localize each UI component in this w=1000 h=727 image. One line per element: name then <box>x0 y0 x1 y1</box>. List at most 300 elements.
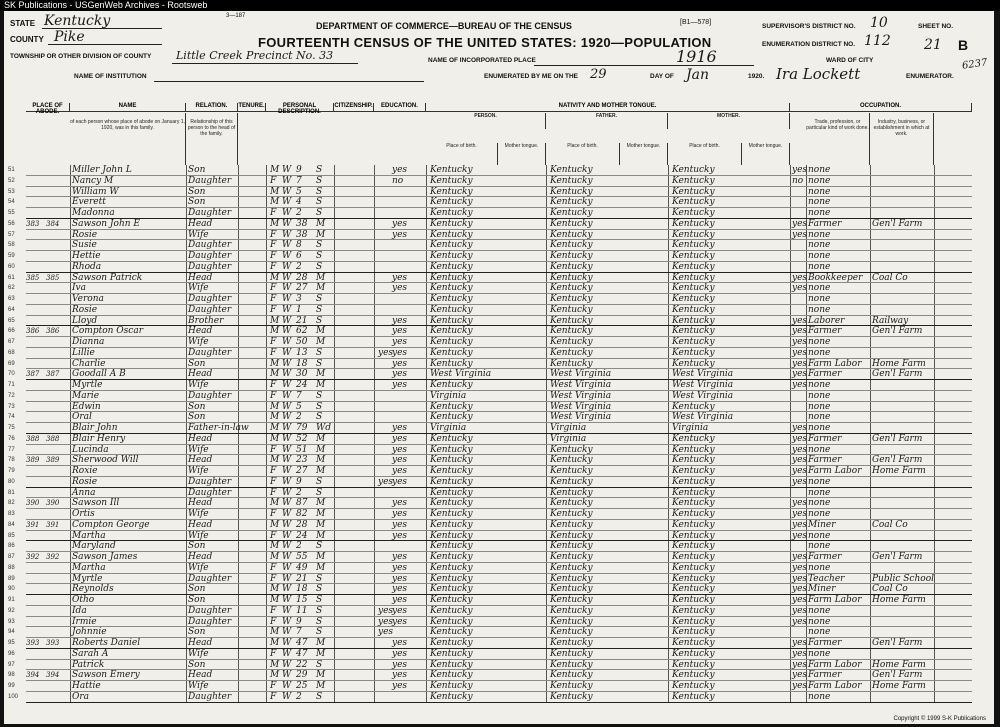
cell-name: Myrtle <box>72 380 103 390</box>
cell-race: W <box>282 304 292 315</box>
cell-rel: Son <box>188 165 206 175</box>
cell-sex: M <box>270 401 280 412</box>
cell-race: W <box>282 197 292 208</box>
cell-mb: Kentucky <box>672 627 715 638</box>
cell-eng <box>792 262 806 273</box>
cell-eng <box>792 391 806 402</box>
cell-eng: yes <box>792 648 808 659</box>
cell-race: W <box>282 240 292 251</box>
cell-read: yes <box>392 218 408 229</box>
mother-tongue-header: Mother tongue. <box>742 143 790 165</box>
department-title: DEPARTMENT OF COMMERCE—BUREAU OF THE CENSUS <box>316 21 572 31</box>
cell-race: W <box>282 251 292 261</box>
cell-rel: Son <box>188 584 206 595</box>
cell-dw: 391 <box>26 520 40 529</box>
cell-dw <box>26 262 46 273</box>
cell-race: W <box>282 584 292 595</box>
group-tenure: TENURE. <box>238 103 266 112</box>
cell-school <box>378 294 392 305</box>
cell-trade: none <box>808 487 831 498</box>
cell-trade: none <box>808 251 831 261</box>
cell-pb: Kentucky <box>430 337 473 347</box>
cell-mb: Kentucky <box>672 498 715 509</box>
line-number: 85 <box>8 532 15 539</box>
cell-fb: Kentucky <box>550 605 593 616</box>
cell-read <box>392 402 408 413</box>
person-tongue-header: Mother tongue. <box>498 143 546 165</box>
cell-sex: M <box>270 197 280 208</box>
cell-ms: M <box>316 369 326 380</box>
cell-ind: Gen'l Farm <box>872 326 923 337</box>
cell-ind: Home Farm <box>872 466 926 476</box>
table-row <box>8 315 972 327</box>
cell-dw <box>26 606 46 617</box>
table-row <box>8 648 972 660</box>
cell-fam: 389 <box>46 456 60 465</box>
cell-read: yes <box>392 380 408 390</box>
cell-sex: F <box>270 530 277 541</box>
cell-age: 38 <box>296 218 308 229</box>
cell-ind: Coal Co <box>872 519 908 530</box>
cell-sex: F <box>270 466 277 476</box>
cell-dw <box>26 445 46 456</box>
cell-mb: Kentucky <box>672 509 715 519</box>
cell-fb: Kentucky <box>550 530 593 541</box>
group-personal: PERSONAL DESCRIPTION. <box>266 103 334 112</box>
cell-ind <box>872 337 936 348</box>
cell-name: Roxie <box>72 466 98 476</box>
cell-school <box>378 681 392 692</box>
cell-read <box>392 262 408 273</box>
cell-mb: Virginia <box>672 423 709 433</box>
cell-name: Sawson Patrick <box>72 272 143 283</box>
table-row <box>8 380 972 391</box>
cell-dw <box>26 316 46 327</box>
cell-fb: Virginia <box>550 433 587 444</box>
cell-name: Everett <box>72 197 106 208</box>
cell-age: 8 <box>296 240 302 251</box>
cell-ms: M <box>316 648 326 659</box>
cell-ind: Gen'l Farm <box>872 369 923 380</box>
cell-age: 2 <box>296 691 302 702</box>
cell-age: 2 <box>296 261 302 272</box>
cell-race: W <box>282 315 292 326</box>
cell-read <box>392 488 408 499</box>
cell-name: Compton Oscar <box>72 326 143 337</box>
cell-ind: Gen'l Farm <box>872 218 923 229</box>
cell-name: Myrtle <box>72 573 103 584</box>
cell-mb: Kentucky <box>672 530 715 541</box>
cell-pb: Virginia <box>430 423 467 433</box>
form-number: 3—187 <box>226 13 246 19</box>
cell-fam <box>46 305 68 316</box>
cell-pb: Kentucky <box>430 347 473 358</box>
cell-fam <box>46 627 68 638</box>
enumerated-day: 29 <box>590 67 607 82</box>
cell-eng: no <box>792 175 804 186</box>
cell-ind <box>872 412 936 423</box>
cell-name: Iva <box>72 283 87 294</box>
cell-pb: Kentucky <box>430 648 473 659</box>
cell-pb: Kentucky <box>430 530 473 541</box>
cell-ind <box>872 165 936 176</box>
cell-eng <box>792 541 806 552</box>
cell-read: yes <box>392 595 408 605</box>
person-birth-header: Place of birth. <box>426 143 498 165</box>
cell-ind <box>872 488 936 499</box>
line-number: 64 <box>8 306 15 313</box>
cell-fb: Kentucky <box>550 208 593 218</box>
cell-mb: Kentucky <box>672 197 715 208</box>
sheet-value: 21 <box>924 37 942 53</box>
cell-rel: Daughter <box>188 304 232 315</box>
cell-age: 27 <box>296 283 308 294</box>
cell-school <box>378 305 392 316</box>
cell-pb: Kentucky <box>430 562 473 573</box>
group-abode: PLACE OF ABODE. <box>26 103 70 112</box>
county-value: Pike <box>54 29 85 45</box>
line-number: 62 <box>8 285 15 292</box>
cell-fam: 394 <box>46 671 60 680</box>
cell-eng: yes <box>792 681 808 691</box>
cell-read: yes <box>392 476 408 487</box>
cell-fam <box>46 531 68 542</box>
cell-sex: M <box>270 519 280 530</box>
line-number: 90 <box>8 586 15 593</box>
cell-rel: Wife <box>188 283 209 294</box>
cell-school <box>378 520 392 531</box>
cell-fam <box>46 509 68 520</box>
cell-race: W <box>282 358 292 369</box>
table-row <box>8 251 972 262</box>
cell-pb: Kentucky <box>430 627 473 638</box>
table-row <box>8 530 972 542</box>
cell-pb: Kentucky <box>430 175 473 186</box>
cell-age: 7 <box>296 627 302 638</box>
cell-dw: 387 <box>26 370 40 379</box>
table-row <box>8 390 972 402</box>
line-number: 70 <box>8 371 15 378</box>
cell-fb: Kentucky <box>550 272 593 283</box>
cell-fb: Kentucky <box>550 509 593 519</box>
cell-ms: M <box>316 530 326 541</box>
cell-name: Sherwood Will <box>72 455 139 466</box>
cell-ind: Home Farm <box>872 595 926 605</box>
state-label: STATE <box>10 19 36 28</box>
cell-ind <box>872 187 936 198</box>
cell-read: yes <box>392 466 408 476</box>
cell-school <box>378 262 392 273</box>
cell-fb: Kentucky <box>550 638 593 648</box>
cell-dw <box>26 477 46 488</box>
cell-ms: S <box>316 487 323 498</box>
cell-ms: M <box>316 326 326 337</box>
cell-ind <box>872 262 936 273</box>
cell-ms: S <box>316 175 323 186</box>
table-row <box>8 261 972 273</box>
line-number: 82 <box>8 500 15 507</box>
cell-fam <box>46 606 68 617</box>
cell-eng: yes <box>792 347 808 358</box>
cell-trade: Farmer <box>808 218 842 229</box>
table-row <box>8 197 972 208</box>
cell-school <box>378 273 392 284</box>
cell-rel: Father-in-law <box>188 423 249 433</box>
cell-ind: Gen'l Farm <box>872 455 923 466</box>
cell-ms: S <box>316 186 323 197</box>
cell-dw <box>26 649 46 660</box>
table-row <box>8 476 972 488</box>
cell-name: Ida <box>72 605 87 616</box>
line-number: 56 <box>8 220 15 227</box>
cell-ms: M <box>316 552 326 562</box>
cell-sex: F <box>270 380 277 390</box>
cell-eng: yes <box>792 638 808 648</box>
table-row <box>8 595 972 606</box>
cell-school <box>378 402 392 413</box>
cell-age: 38 <box>296 229 308 240</box>
cell-mb: Kentucky <box>672 272 715 283</box>
cell-fb: Kentucky <box>550 573 593 584</box>
line-number: 94 <box>8 629 15 636</box>
cell-ind <box>872 423 936 434</box>
table-row <box>8 283 972 294</box>
cell-mb: Kentucky <box>672 165 715 175</box>
cell-ind <box>872 251 936 262</box>
cell-age: 13 <box>296 347 308 358</box>
cell-name: Ora <box>72 691 90 702</box>
cell-age: 51 <box>296 444 308 455</box>
table-row <box>8 304 972 316</box>
cell-fam <box>46 240 68 251</box>
line-number: 69 <box>8 360 15 367</box>
cell-name: Maryland <box>72 541 116 552</box>
cell-read: yes <box>392 358 408 369</box>
cell-school <box>378 230 392 241</box>
cell-age: 18 <box>296 358 308 369</box>
cell-name: Rosie <box>72 476 98 487</box>
cell-eng: yes <box>792 466 808 476</box>
cell-eng: yes <box>792 423 808 433</box>
cell-trade: Farmer <box>808 455 842 466</box>
cell-eng: yes <box>792 444 808 455</box>
cell-eng <box>792 692 806 703</box>
cell-rel: Head <box>188 498 213 509</box>
cell-rel: Daughter <box>188 390 232 401</box>
cell-trade: none <box>808 380 831 390</box>
cell-trade: none <box>808 509 831 519</box>
cell-sex: F <box>270 444 277 455</box>
cell-read <box>392 294 408 305</box>
cell-rel: Daughter <box>188 251 232 261</box>
cell-ms: M <box>316 519 326 530</box>
cell-race: W <box>282 659 292 670</box>
cell-dw <box>26 283 46 294</box>
table-row <box>8 627 972 638</box>
enumeration-label: ENUMERATION DISTRICT NO. <box>762 41 856 48</box>
cell-name: Sarah A <box>72 648 109 659</box>
cell-school <box>378 445 392 456</box>
line-number: 60 <box>8 263 15 270</box>
cell-read <box>392 251 408 262</box>
cell-fam: 384 <box>46 219 60 228</box>
cell-ind <box>872 305 936 316</box>
cell-school <box>378 423 392 434</box>
cell-rel: Daughter <box>188 294 232 304</box>
cell-read: yes <box>392 165 408 175</box>
cell-eng: yes <box>792 165 808 175</box>
cell-fb: West Virginia <box>550 390 612 401</box>
cell-name: William W <box>72 186 119 197</box>
table-row <box>8 616 972 628</box>
cell-school <box>378 391 392 402</box>
cell-ind <box>872 402 936 413</box>
line-number: 54 <box>8 199 15 206</box>
cell-fb: Kentucky <box>550 595 593 605</box>
name-column-header: of each person whose place of abode on January 1, 1920, was in this family. <box>70 113 186 165</box>
enumerator-label: ENUMERATOR. <box>906 73 954 80</box>
cell-read: yes <box>392 315 408 326</box>
cell-read: yes <box>392 283 408 294</box>
line-number: 55 <box>8 210 15 216</box>
line-number: 65 <box>8 317 15 324</box>
cell-race: W <box>282 165 292 175</box>
cell-dw <box>26 584 46 595</box>
cell-rel: Wife <box>188 509 209 519</box>
line-number: 92 <box>8 607 15 614</box>
cell-fam <box>46 574 68 585</box>
cell-read <box>392 240 408 251</box>
table-row <box>8 541 972 552</box>
cell-dw <box>26 627 46 638</box>
cell-school <box>378 466 392 477</box>
cell-fb: Kentucky <box>550 347 593 358</box>
cell-read: yes <box>392 498 408 509</box>
cell-ms: M <box>316 455 326 466</box>
cell-read: yes <box>392 326 408 337</box>
cell-age: 82 <box>296 509 308 519</box>
cell-sex: M <box>270 272 280 283</box>
cell-read: yes <box>392 638 408 648</box>
table-row <box>8 165 972 176</box>
cell-read: yes <box>392 681 408 691</box>
cell-school: yes <box>378 627 394 638</box>
cell-age: 2 <box>296 412 302 423</box>
cell-school <box>378 197 392 208</box>
cell-school <box>378 660 392 671</box>
cell-name: Lillie <box>72 347 95 358</box>
cell-fb: Kentucky <box>550 455 593 466</box>
cell-race: W <box>282 433 292 444</box>
enumerator-name: Ira Lockett <box>776 65 861 83</box>
cell-school <box>378 498 392 509</box>
table-row <box>8 358 972 370</box>
cell-dw: 394 <box>26 671 40 680</box>
cell-mb: Kentucky <box>672 487 715 498</box>
cell-pb: Kentucky <box>430 487 473 498</box>
cell-age: 27 <box>296 466 308 476</box>
cell-ms: S <box>316 691 323 702</box>
cell-dw <box>26 294 46 305</box>
line-number: 86 <box>8 543 15 550</box>
cell-mb: Kentucky <box>672 616 715 627</box>
line-number: 81 <box>8 489 15 496</box>
township-value: Little Creek Precinct No. 33 <box>176 49 334 62</box>
cell-ms: M <box>316 638 326 648</box>
cell-ms: S <box>316 412 323 423</box>
cell-ind: Home Farm <box>872 681 926 691</box>
cell-pb: Kentucky <box>430 229 473 240</box>
cell-eng: yes <box>792 315 808 326</box>
cell-rel: Daughter <box>188 347 232 358</box>
cell-read: yes <box>392 616 408 627</box>
cell-fb: Virginia <box>550 423 587 433</box>
sheet-side: B <box>958 37 969 53</box>
cell-age: 50 <box>296 337 308 347</box>
day-of-label: DAY OF <box>650 73 674 80</box>
cell-age: 7 <box>296 390 302 401</box>
cell-pb: Kentucky <box>430 616 473 627</box>
cell-mb: Kentucky <box>672 519 715 530</box>
cell-rel: Wife <box>188 337 209 347</box>
cell-fam <box>46 595 68 606</box>
cell-age: 21 <box>296 573 308 584</box>
cell-fb: Kentucky <box>550 315 593 326</box>
cell-read: yes <box>392 659 408 670</box>
census-sheet <box>4 11 994 724</box>
cell-ms: M <box>316 562 326 573</box>
cell-mb: Kentucky <box>672 455 715 466</box>
cell-sex: M <box>270 423 280 433</box>
cell-ind <box>872 617 936 628</box>
cell-mb: Kentucky <box>672 326 715 337</box>
cell-read <box>392 412 408 423</box>
line-number: 100 <box>8 693 19 700</box>
table-row <box>8 681 972 692</box>
line-number: 95 <box>8 640 15 646</box>
table-row <box>8 412 972 423</box>
cell-sex: M <box>270 595 280 605</box>
table-row <box>8 401 972 413</box>
cell-read <box>392 627 408 638</box>
cell-eng: yes <box>792 595 808 605</box>
cell-sex: M <box>270 186 280 197</box>
cell-age: 28 <box>296 272 308 283</box>
cell-ind: Railway <box>872 315 909 326</box>
cell-mb: Kentucky <box>672 584 715 595</box>
cell-ms: M <box>316 444 326 455</box>
cell-sex: M <box>270 369 280 380</box>
cell-name: Verona <box>72 294 104 304</box>
cell-dw <box>26 165 46 176</box>
cell-name: Edwin <box>72 401 101 412</box>
cell-mb: Kentucky <box>672 240 715 251</box>
table-row <box>8 584 972 595</box>
cell-mb: Kentucky <box>672 261 715 272</box>
cell-fb: Kentucky <box>550 627 593 638</box>
trade-header: Trade, profession, or particular kind of work done. <box>806 113 870 165</box>
cell-dw <box>26 208 46 219</box>
cell-rel: Son <box>188 595 206 605</box>
cell-eng <box>792 240 806 251</box>
table-row <box>8 433 972 445</box>
cell-race: W <box>282 401 292 412</box>
cell-school <box>378 509 392 520</box>
cell-mb: Kentucky <box>672 347 715 358</box>
cell-ind: Gen'l Farm <box>872 433 923 444</box>
cell-dw <box>26 305 46 316</box>
cell-age: 2 <box>296 487 302 498</box>
